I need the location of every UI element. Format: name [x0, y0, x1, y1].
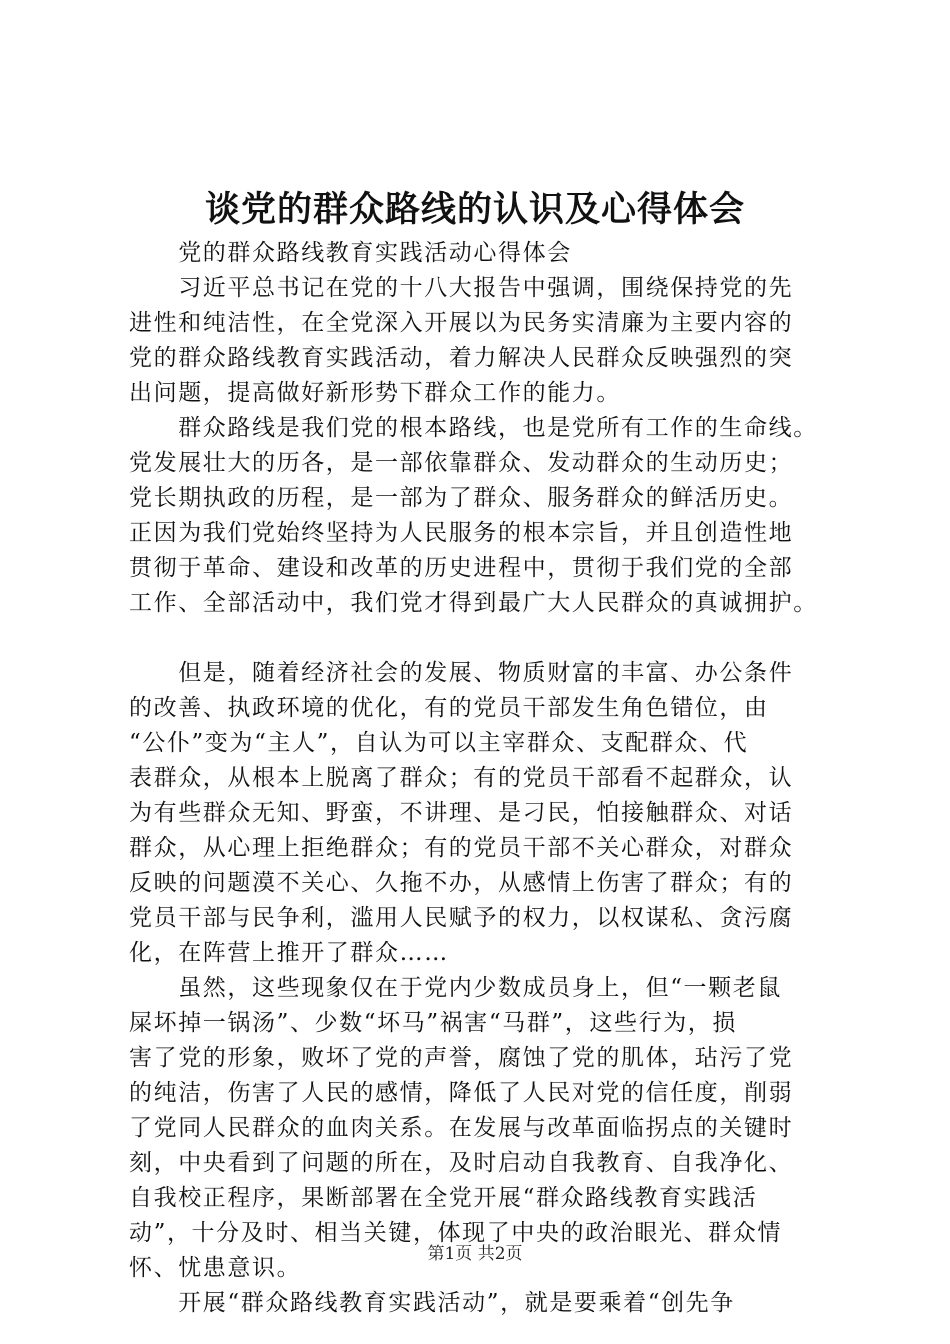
body-text-line: 正因为我们党始终坚持为人民服务的根本宗旨，并且创造性地	[129, 520, 794, 546]
body-text-line: 贯彻于革命、建设和改革的历史进程中，贯彻于我们党的全部	[129, 555, 794, 581]
body-text-line: 怀、忧患意识。	[129, 1255, 302, 1281]
body-text-line: 进性和纯洁性，在全党深入开展以为民务实清廉为主要内容的	[129, 310, 794, 336]
body-text-line: 刻，中央看到了问题的所在，及时启动自我教育、自我净化、	[129, 1150, 794, 1176]
body-text-line: 党长期执政的历程，是一部为了群众、服务群众的鲜活历史。	[129, 485, 794, 511]
body-text-line: 屎坏掉一锅汤”、少数“坏马”祸害“马群”，这些行为，损	[129, 1010, 737, 1036]
body-text-line: 的改善、执政环境的优化，有的党员干部发生角色错位，由	[129, 695, 769, 721]
body-text-line: 群众，从心理上拒绝群众；有的党员干部不关心群众，对群众	[129, 835, 794, 861]
body-text-line: 的纯洁，伤害了人民的感情，降低了人民对党的信任度，削弱	[129, 1080, 794, 1106]
body-text-line: 党发展壮大的历各，是一部依靠群众、发动群众的生动历史；	[129, 450, 794, 476]
body-text-line: 党的群众路线教育实践活动，着力解决人民群众反映强烈的突	[129, 345, 794, 371]
body-text-line: 化，在阵营上推开了群众……	[129, 940, 449, 966]
page-footer: 第1页 共2页	[427, 1244, 523, 1264]
body-text-line: 自我校正程序，果断部署在全党开展“群众路线教育实践活	[129, 1185, 758, 1211]
body-text-line: 工作、全部活动中，我们党才得到最广大人民群众的真诚拥护。	[129, 590, 818, 616]
document-title: 谈党的群众路线的认识及心得体会	[204, 189, 745, 230]
body-text-line: 党员干部与民争利，滥用人民赋予的权力，以权谋私、贪污腐	[129, 905, 794, 931]
blank-line	[129, 621, 829, 656]
body-text-line: 为有些群众无知、野蛮，不讲理、是刁民，怕接触群众、对话	[129, 800, 794, 826]
body-text-line: 表群众，从根本上脱离了群众；有的党员干部看不起群众，认	[129, 765, 794, 791]
document-body	[129, 236, 829, 1321]
body-text-line: 群众路线是我们党的根本路线，也是党所有工作的生命线。	[129, 415, 818, 441]
body-text-line: 出问题，提高做好新形势下群众工作的能力。	[129, 380, 621, 406]
body-text-line: 动”，十分及时、相当关键，体现了中央的政治眼光、群众情	[129, 1220, 782, 1246]
body-text-line: 习近平总书记在党的十八大报告中强调，围绕保持党的先	[129, 275, 794, 301]
body-text-line: 党的群众路线教育实践活动心得体会	[129, 240, 572, 266]
body-text-line: 了党同人民群众的血肉关系。在发展与改革面临拐点的关键时	[129, 1115, 794, 1141]
body-text-line: 害了党的形象，败坏了党的声誉，腐蚀了党的肌体，玷污了党	[129, 1045, 794, 1071]
body-text-line: 反映的问题漠不关心、久拖不办，从感情上伤害了群众；有的	[129, 870, 794, 896]
body-text-line: 开展“群众路线教育实践活动”，就是要乘着“创先争	[129, 1290, 735, 1316]
body-text-line: “公仆”变为“主人”，自认为可以主宰群众、支配群众、代	[129, 730, 749, 756]
body-text-line: 虽然，这些现象仅在于党内少数成员身上，但“一颗老鼠	[129, 975, 782, 1001]
body-text-line: 但是，随着经济社会的发展、物质财富的丰富、办公条件	[129, 660, 794, 686]
